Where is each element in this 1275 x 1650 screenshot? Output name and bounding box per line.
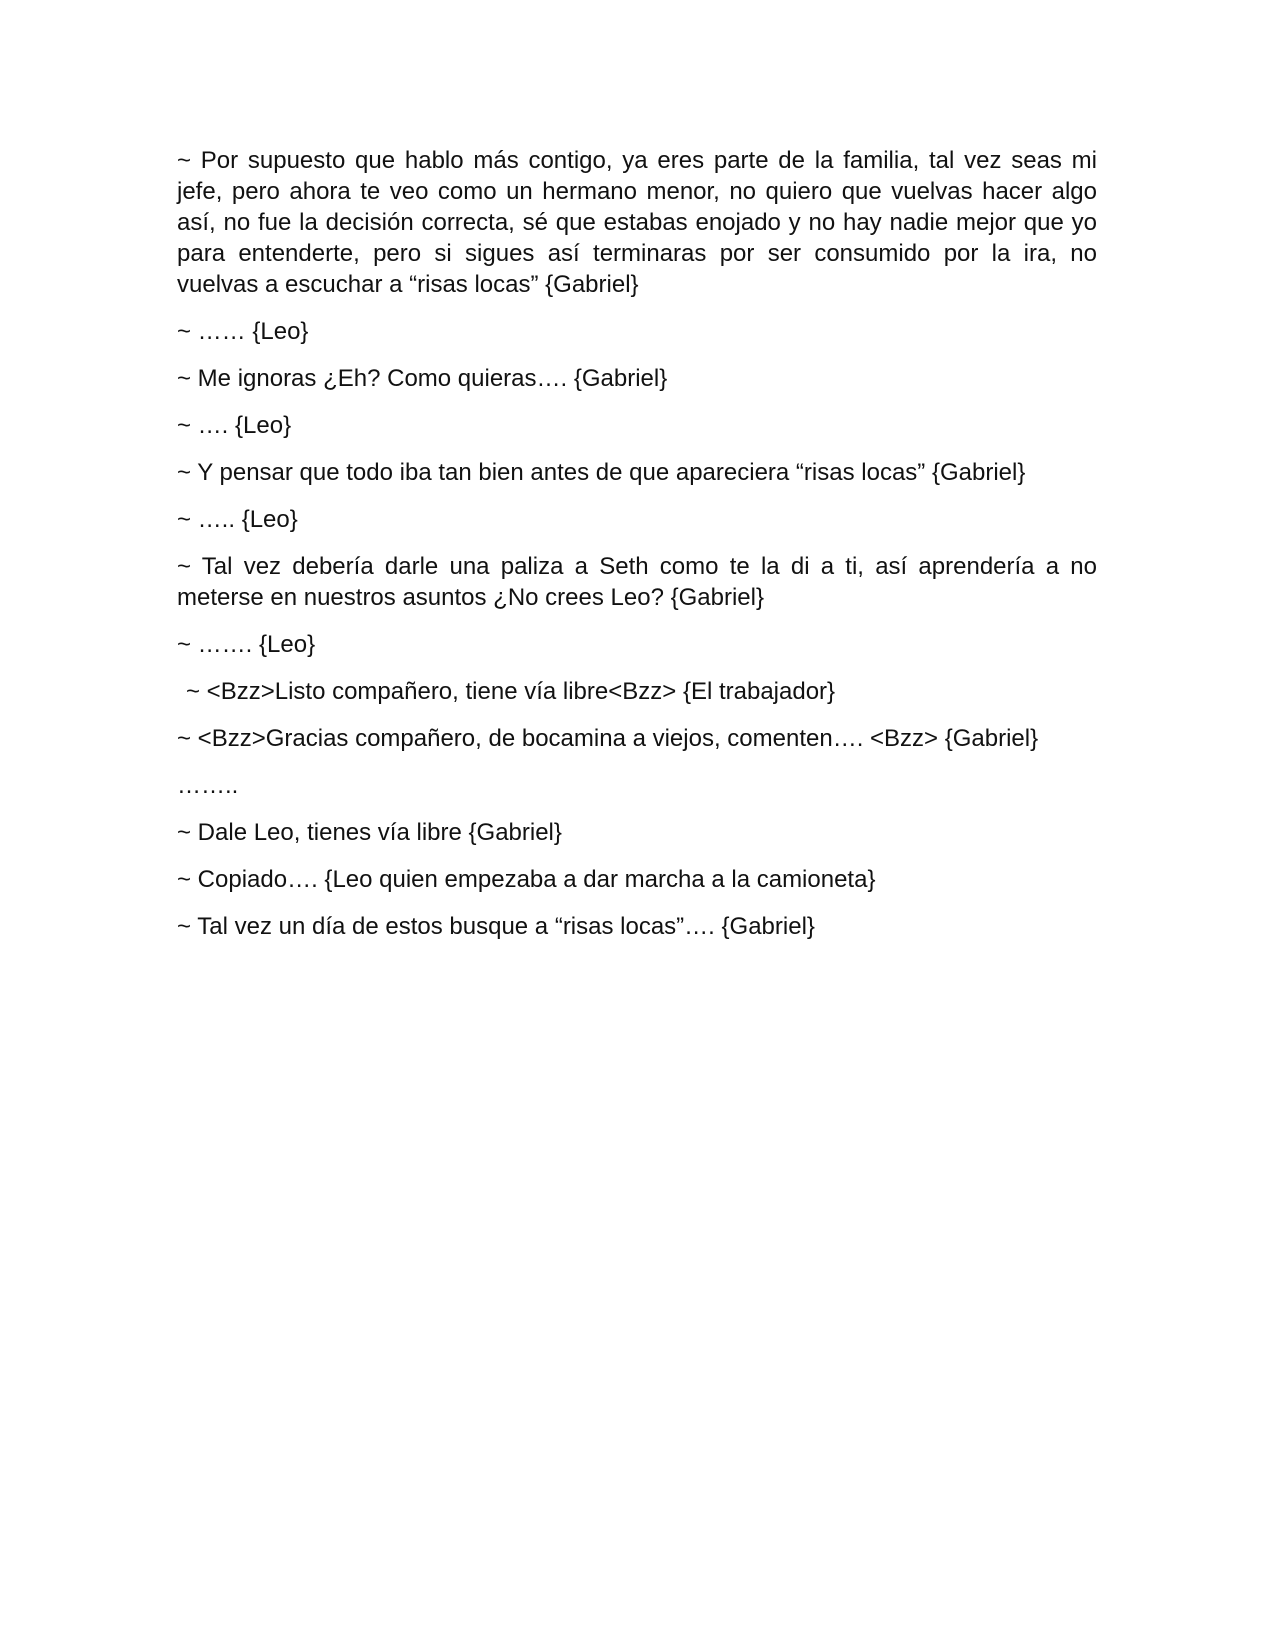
- dialogue-paragraph: ~ Por supuesto que hablo más contigo, ya eres parte de la familia, tal vez seas mi jefe, pero ahora te veo como un hermano menor, no quiero que vuelvas hacer algo así, no fue la decisión correcta, sé que estabas enojado y no hay nadie mejor que yo para entenderte, pero si sigues así terminaras por ser consumido por la ira, no vuelvas a escuchar a “risas locas” {Gabriel}: [177, 147, 1097, 298]
- dialogue-paragraph: ~ …. {Leo}: [177, 412, 292, 439]
- dialogue-paragraph: ~ ……. {Leo}: [177, 631, 316, 658]
- scene-break: ……..: [177, 772, 239, 799]
- dialogue-paragraph: ~ Tal vez debería darle una paliza a Seth como te la di a ti, así aprendería a no meterse en nuestros asuntos ¿No crees Leo? {Gabriel}: [177, 553, 1097, 611]
- dialogue-paragraph: ~ Dale Leo, tienes vía libre {Gabriel}: [177, 819, 562, 846]
- dialogue-paragraph: ~ ….. {Leo}: [177, 506, 298, 533]
- document-body: [177, 145, 1097, 958]
- dialogue-paragraph: ~ <Bzz>Listo compañero, tiene vía libre<Bzz> {El trabajador}: [186, 678, 836, 705]
- dialogue-paragraph: ~ Tal vez un día de estos busque a “risas locas”…. {Gabriel}: [177, 913, 815, 940]
- dialogue-paragraph: ~ …… {Leo}: [177, 318, 309, 345]
- dialogue-paragraph: ~ Me ignoras ¿Eh? Como quieras…. {Gabriel}: [177, 365, 668, 392]
- dialogue-paragraph: ~ <Bzz>Gracias compañero, de bocamina a viejos, comenten…. <Bzz> {Gabriel}: [177, 725, 1039, 752]
- dialogue-paragraph: ~ Copiado…. {Leo quien empezaba a dar marcha a la camioneta}: [177, 866, 876, 893]
- dialogue-paragraph: ~ Y pensar que todo iba tan bien antes de que apareciera “risas locas” {Gabriel}: [177, 459, 1026, 486]
